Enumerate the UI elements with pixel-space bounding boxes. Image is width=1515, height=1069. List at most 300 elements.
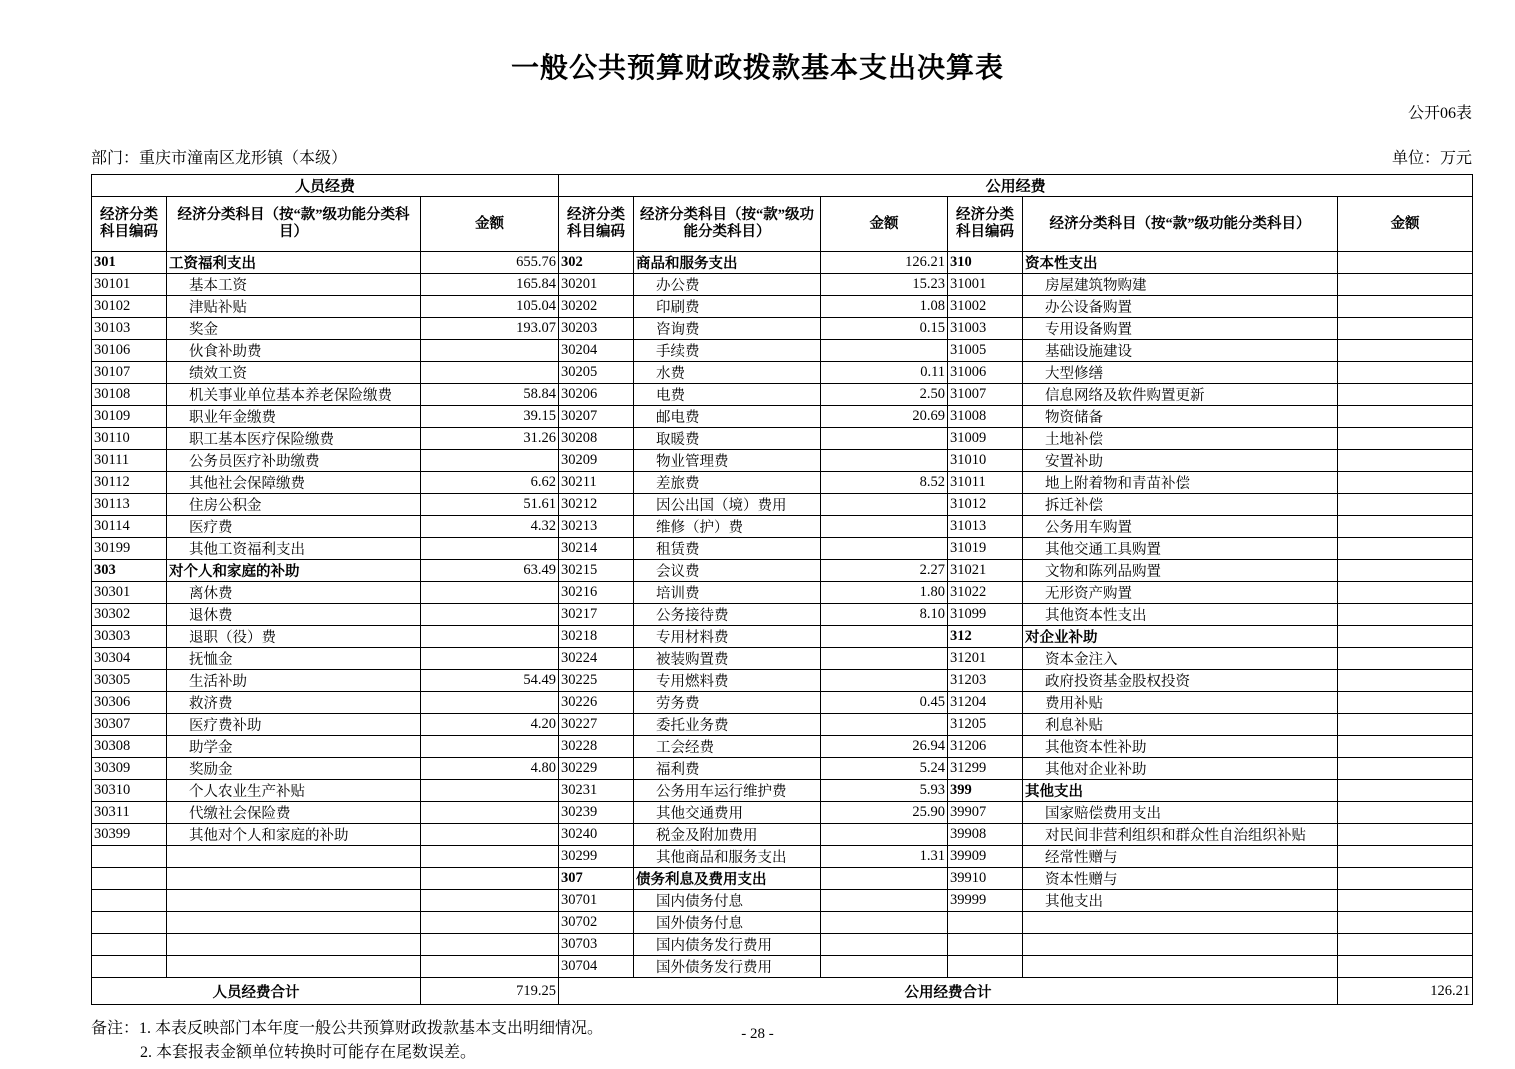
amount-cell xyxy=(1338,296,1473,318)
amount-cell: 193.07 xyxy=(421,318,559,340)
group-header-row xyxy=(92,175,1473,197)
amount-cell: 5.93 xyxy=(821,780,948,802)
subject-cell: 印刷费 xyxy=(634,296,821,318)
amount-cell xyxy=(421,956,559,978)
page-title: 一般公共预算财政拨款基本支出决算表 xyxy=(510,53,1004,84)
table-row xyxy=(92,274,1473,296)
col-header-subject-1: 经济分类科目（按“款”级功能分类科目） xyxy=(167,197,421,252)
table-row xyxy=(92,802,1473,824)
amount-cell xyxy=(421,340,559,362)
subject-cell: 奖励金 xyxy=(167,758,421,780)
subject-cell: 因公出国（境）费用 xyxy=(634,494,821,516)
code-cell: 30302 xyxy=(92,604,167,626)
code-cell xyxy=(948,912,1023,934)
subject-cell: 对个人和家庭的补助 xyxy=(167,560,421,582)
amount-cell xyxy=(821,626,948,648)
code-cell: 30303 xyxy=(92,626,167,648)
subject-cell: 国外债务付息 xyxy=(634,912,821,934)
totals-row xyxy=(92,978,1473,1005)
table-row xyxy=(92,670,1473,692)
subject-cell: 信息网络及软件购置更新 xyxy=(1023,384,1338,406)
amount-cell xyxy=(1338,340,1473,362)
amount-cell: 31.26 xyxy=(421,428,559,450)
code-cell: 30307 xyxy=(92,714,167,736)
subject-cell: 代缴社会保险费 xyxy=(167,802,421,824)
subject-cell: 其他工资福利支出 xyxy=(167,538,421,560)
amount-cell xyxy=(1338,604,1473,626)
subject-cell: 津贴补贴 xyxy=(167,296,421,318)
code-cell: 30702 xyxy=(559,912,634,934)
table-row xyxy=(92,956,1473,978)
code-cell: 30304 xyxy=(92,648,167,670)
table-row xyxy=(92,582,1473,604)
amount-cell xyxy=(1338,450,1473,472)
amount-cell xyxy=(821,648,948,670)
subject-cell xyxy=(167,912,421,934)
code-cell: 307 xyxy=(559,868,634,890)
code-cell: 30399 xyxy=(92,824,167,846)
subject-cell: 公务用车运行维护费 xyxy=(634,780,821,802)
table-row xyxy=(92,384,1473,406)
code-cell: 30306 xyxy=(92,692,167,714)
code-cell: 30204 xyxy=(559,340,634,362)
subject-cell: 电费 xyxy=(634,384,821,406)
amount-cell: 126.21 xyxy=(821,252,948,274)
amount-cell xyxy=(1338,802,1473,824)
amount-cell xyxy=(821,428,948,450)
subject-cell: 医疗费补助 xyxy=(167,714,421,736)
subject-cell: 工会经费 xyxy=(634,736,821,758)
amount-cell: 6.62 xyxy=(421,472,559,494)
code-cell: 30215 xyxy=(559,560,634,582)
amount-cell xyxy=(421,846,559,868)
code-cell: 30205 xyxy=(559,362,634,384)
subject-cell: 公务接待费 xyxy=(634,604,821,626)
amount-cell xyxy=(421,582,559,604)
subject-cell xyxy=(167,868,421,890)
amount-cell xyxy=(1338,516,1473,538)
subject-cell: 办公费 xyxy=(634,274,821,296)
amount-cell: 4.32 xyxy=(421,516,559,538)
subject-cell: 经常性赠与 xyxy=(1023,846,1338,868)
amount-cell xyxy=(821,714,948,736)
code-cell: 39908 xyxy=(948,824,1023,846)
amount-cell xyxy=(1338,758,1473,780)
amount-cell xyxy=(1338,406,1473,428)
subject-cell: 其他对个人和家庭的补助 xyxy=(167,824,421,846)
subject-cell: 委托业务费 xyxy=(634,714,821,736)
subject-cell: 离休费 xyxy=(167,582,421,604)
amount-cell xyxy=(1338,736,1473,758)
amount-cell xyxy=(1338,956,1473,978)
code-cell: 30103 xyxy=(92,318,167,340)
code-cell: 30311 xyxy=(92,802,167,824)
code-cell: 31201 xyxy=(948,648,1023,670)
code-cell xyxy=(948,934,1023,956)
code-cell: 301 xyxy=(92,252,167,274)
amount-cell: 25.90 xyxy=(821,802,948,824)
table-row xyxy=(92,890,1473,912)
amount-cell xyxy=(821,912,948,934)
amount-cell xyxy=(1338,582,1473,604)
public-total-label: 公用经费合计 xyxy=(559,978,1338,1005)
subject-cell: 公务用车购置 xyxy=(1023,516,1338,538)
amount-cell xyxy=(821,956,948,978)
subject-cell: 对企业补助 xyxy=(1023,626,1338,648)
col-header-code-1: 经济分类科目编码 xyxy=(92,197,167,252)
note-line-1: 备注：1. 本表反映部门本年度一般公共预算财政拨款基本支出明细情况。 xyxy=(91,1020,604,1037)
col-header-subject-3: 经济分类科目（按“款”级功能分类科目） xyxy=(1023,197,1338,252)
amount-cell xyxy=(1338,318,1473,340)
subject-cell: 地上附着物和青苗补偿 xyxy=(1023,472,1338,494)
code-cell: 31203 xyxy=(948,670,1023,692)
code-cell xyxy=(92,846,167,868)
subject-cell: 费用补贴 xyxy=(1023,692,1338,714)
code-cell: 30227 xyxy=(559,714,634,736)
code-cell: 30308 xyxy=(92,736,167,758)
subject-cell: 个人农业生产补贴 xyxy=(167,780,421,802)
code-cell: 31010 xyxy=(948,450,1023,472)
subject-cell: 拆迁补偿 xyxy=(1023,494,1338,516)
code-cell: 30214 xyxy=(559,538,634,560)
code-cell: 399 xyxy=(948,780,1023,802)
group-header-personnel: 人员经费 xyxy=(92,175,559,197)
code-cell: 31011 xyxy=(948,472,1023,494)
table-row xyxy=(92,912,1473,934)
amount-cell xyxy=(821,670,948,692)
subject-cell: 基本工资 xyxy=(167,274,421,296)
subject-cell: 职工基本医疗保险缴费 xyxy=(167,428,421,450)
amount-cell xyxy=(1338,538,1473,560)
amount-cell: 39.15 xyxy=(421,406,559,428)
subject-cell: 国内债务发行费用 xyxy=(634,934,821,956)
table-row xyxy=(92,340,1473,362)
amount-cell xyxy=(421,362,559,384)
code-cell: 30111 xyxy=(92,450,167,472)
code-cell: 30216 xyxy=(559,582,634,604)
amount-cell: 51.61 xyxy=(421,494,559,516)
code-cell: 30239 xyxy=(559,802,634,824)
subject-cell: 税金及附加费用 xyxy=(634,824,821,846)
code-cell: 30231 xyxy=(559,780,634,802)
subject-cell xyxy=(1023,956,1338,978)
expenditure-table xyxy=(91,174,1473,1005)
subject-cell xyxy=(167,846,421,868)
code-cell: 30209 xyxy=(559,450,634,472)
code-cell: 30228 xyxy=(559,736,634,758)
code-cell: 30106 xyxy=(92,340,167,362)
code-cell: 30224 xyxy=(559,648,634,670)
subject-cell: 其他资本性支出 xyxy=(1023,604,1338,626)
code-cell: 30226 xyxy=(559,692,634,714)
table-row xyxy=(92,824,1473,846)
code-cell xyxy=(92,934,167,956)
code-cell: 31299 xyxy=(948,758,1023,780)
amount-cell xyxy=(1338,824,1473,846)
subject-cell: 生活补助 xyxy=(167,670,421,692)
subject-cell: 无形资产购置 xyxy=(1023,582,1338,604)
code-cell: 31206 xyxy=(948,736,1023,758)
table-row xyxy=(92,406,1473,428)
table-row xyxy=(92,516,1473,538)
public-total-amount: 126.21 xyxy=(1338,978,1473,1005)
code-cell: 39910 xyxy=(948,868,1023,890)
subject-cell: 咨询费 xyxy=(634,318,821,340)
col-header-amount-2: 金额 xyxy=(821,197,948,252)
code-cell: 30208 xyxy=(559,428,634,450)
amount-cell xyxy=(1338,670,1473,692)
table-row xyxy=(92,252,1473,274)
code-cell: 30203 xyxy=(559,318,634,340)
subject-cell: 其他商品和服务支出 xyxy=(634,846,821,868)
group-header-public: 公用经费 xyxy=(559,175,1473,197)
amount-cell xyxy=(821,516,948,538)
amount-cell xyxy=(1338,934,1473,956)
subject-cell: 专用设备购置 xyxy=(1023,318,1338,340)
code-cell: 30229 xyxy=(559,758,634,780)
subject-cell xyxy=(167,956,421,978)
subject-cell: 利息补贴 xyxy=(1023,714,1338,736)
code-cell: 30207 xyxy=(559,406,634,428)
subject-cell: 文物和陈列品购置 xyxy=(1023,560,1338,582)
amount-cell xyxy=(1338,428,1473,450)
amount-cell: 63.49 xyxy=(421,560,559,582)
code-cell: 30301 xyxy=(92,582,167,604)
amount-cell xyxy=(1338,472,1473,494)
amount-cell xyxy=(421,450,559,472)
amount-cell xyxy=(1338,868,1473,890)
subject-cell: 其他资本性补助 xyxy=(1023,736,1338,758)
subject-cell: 其他对企业补助 xyxy=(1023,758,1338,780)
subject-cell: 国家赔偿费用支出 xyxy=(1023,802,1338,824)
code-cell: 31003 xyxy=(948,318,1023,340)
code-cell: 31021 xyxy=(948,560,1023,582)
table-row xyxy=(92,296,1473,318)
subject-cell: 债务利息及费用支出 xyxy=(634,868,821,890)
page-number: - 28 - xyxy=(741,1026,774,1042)
code-cell: 31006 xyxy=(948,362,1023,384)
subject-cell: 差旅费 xyxy=(634,472,821,494)
amount-cell xyxy=(1338,252,1473,274)
table-row xyxy=(92,428,1473,450)
table-row xyxy=(92,736,1473,758)
subject-cell: 劳务费 xyxy=(634,692,821,714)
code-cell: 30113 xyxy=(92,494,167,516)
code-cell: 30299 xyxy=(559,846,634,868)
code-cell: 30212 xyxy=(559,494,634,516)
table-row xyxy=(92,318,1473,340)
code-cell: 30704 xyxy=(559,956,634,978)
amount-cell xyxy=(1338,780,1473,802)
code-cell: 30202 xyxy=(559,296,634,318)
code-cell: 31019 xyxy=(948,538,1023,560)
code-cell: 31204 xyxy=(948,692,1023,714)
amount-cell: 26.94 xyxy=(821,736,948,758)
subject-cell: 商品和服务支出 xyxy=(634,252,821,274)
code-cell: 31013 xyxy=(948,516,1023,538)
code-cell: 31002 xyxy=(948,296,1023,318)
code-cell: 30102 xyxy=(92,296,167,318)
subject-cell xyxy=(167,890,421,912)
amount-cell xyxy=(421,868,559,890)
amount-cell xyxy=(821,824,948,846)
amount-cell: 0.11 xyxy=(821,362,948,384)
subject-cell: 伙食补助费 xyxy=(167,340,421,362)
meta-row xyxy=(91,145,1472,168)
amount-cell xyxy=(421,824,559,846)
subject-cell: 其他支出 xyxy=(1023,890,1338,912)
subject-cell: 机关事业单位基本养老保险缴费 xyxy=(167,384,421,406)
subject-cell: 办公设备购置 xyxy=(1023,296,1338,318)
amount-cell xyxy=(421,780,559,802)
code-cell: 39909 xyxy=(948,846,1023,868)
code-cell: 30109 xyxy=(92,406,167,428)
amount-cell: 58.84 xyxy=(421,384,559,406)
code-cell: 30213 xyxy=(559,516,634,538)
subject-cell: 抚恤金 xyxy=(167,648,421,670)
amount-cell: 1.80 xyxy=(821,582,948,604)
table-row xyxy=(92,604,1473,626)
subject-cell: 绩效工资 xyxy=(167,362,421,384)
amount-cell xyxy=(821,494,948,516)
amount-cell: 15.23 xyxy=(821,274,948,296)
col-header-code-2: 经济分类科目编码 xyxy=(559,197,634,252)
code-cell: 31008 xyxy=(948,406,1023,428)
subject-cell: 大型修缮 xyxy=(1023,362,1338,384)
table-row xyxy=(92,648,1473,670)
code-cell: 30309 xyxy=(92,758,167,780)
amount-cell xyxy=(1338,274,1473,296)
amount-cell: 20.69 xyxy=(821,406,948,428)
table-row xyxy=(92,780,1473,802)
subject-cell xyxy=(1023,912,1338,934)
subject-cell: 专用燃料费 xyxy=(634,670,821,692)
code-cell: 31022 xyxy=(948,582,1023,604)
subject-cell xyxy=(167,934,421,956)
subject-cell: 医疗费 xyxy=(167,516,421,538)
amount-cell: 8.52 xyxy=(821,472,948,494)
subject-cell: 国外债务发行费用 xyxy=(634,956,821,978)
amount-cell: 5.24 xyxy=(821,758,948,780)
subject-cell: 其他支出 xyxy=(1023,780,1338,802)
table-row xyxy=(92,472,1473,494)
subject-cell: 福利费 xyxy=(634,758,821,780)
code-cell: 30108 xyxy=(92,384,167,406)
amount-cell xyxy=(421,648,559,670)
subject-cell: 公务员医疗补助缴费 xyxy=(167,450,421,472)
table-row xyxy=(92,362,1473,384)
subject-cell: 对民间非营利组织和群众性自治组织补贴 xyxy=(1023,824,1338,846)
table-row xyxy=(92,692,1473,714)
subject-cell: 会议费 xyxy=(634,560,821,582)
amount-cell: 0.15 xyxy=(821,318,948,340)
personnel-total-label: 人员经费合计 xyxy=(92,978,421,1005)
code-cell: 30110 xyxy=(92,428,167,450)
amount-cell xyxy=(421,802,559,824)
subject-cell: 工资福利支出 xyxy=(167,252,421,274)
amount-cell xyxy=(421,934,559,956)
subject-cell: 政府投资基金股权投资 xyxy=(1023,670,1338,692)
amount-cell: 0.45 xyxy=(821,692,948,714)
subject-cell: 资本性支出 xyxy=(1023,252,1338,274)
table-row xyxy=(92,538,1473,560)
amount-cell xyxy=(1338,692,1473,714)
subject-cell: 土地补偿 xyxy=(1023,428,1338,450)
code-cell: 30701 xyxy=(559,890,634,912)
code-cell: 30703 xyxy=(559,934,634,956)
amount-cell: 4.80 xyxy=(421,758,559,780)
amount-cell xyxy=(1338,714,1473,736)
amount-cell xyxy=(821,934,948,956)
subject-cell: 培训费 xyxy=(634,582,821,604)
code-cell xyxy=(948,956,1023,978)
subject-cell: 租赁费 xyxy=(634,538,821,560)
subject-cell: 手续费 xyxy=(634,340,821,362)
amount-cell: 8.10 xyxy=(821,604,948,626)
subject-cell xyxy=(1023,934,1338,956)
amount-cell xyxy=(1338,560,1473,582)
amount-cell xyxy=(821,538,948,560)
code-cell: 30225 xyxy=(559,670,634,692)
table-number-label: 公开06表 xyxy=(1407,105,1472,122)
code-cell: 31205 xyxy=(948,714,1023,736)
table-row xyxy=(92,626,1473,648)
subject-cell: 房屋建筑物购建 xyxy=(1023,274,1338,296)
amount-cell xyxy=(1338,362,1473,384)
subject-cell: 安置补助 xyxy=(1023,450,1338,472)
amount-cell: 4.20 xyxy=(421,714,559,736)
amount-cell: 54.49 xyxy=(421,670,559,692)
personnel-total-amount: 719.25 xyxy=(421,978,559,1005)
subject-cell: 其他交通费用 xyxy=(634,802,821,824)
subject-cell: 其他交通工具购置 xyxy=(1023,538,1338,560)
table-row xyxy=(92,714,1473,736)
code-cell: 312 xyxy=(948,626,1023,648)
code-cell: 31009 xyxy=(948,428,1023,450)
table-row xyxy=(92,494,1473,516)
code-cell: 31007 xyxy=(948,384,1023,406)
amount-cell xyxy=(421,736,559,758)
subject-cell: 专用材料费 xyxy=(634,626,821,648)
subject-cell: 退休费 xyxy=(167,604,421,626)
code-cell: 30107 xyxy=(92,362,167,384)
code-cell: 39907 xyxy=(948,802,1023,824)
subject-cell: 维修（护）费 xyxy=(634,516,821,538)
code-cell: 31005 xyxy=(948,340,1023,362)
subject-cell: 基础设施建设 xyxy=(1023,340,1338,362)
table-row xyxy=(92,934,1473,956)
code-cell xyxy=(92,868,167,890)
code-cell: 30217 xyxy=(559,604,634,626)
col-header-subject-2: 经济分类科目（按“款”级功能分类科目） xyxy=(634,197,821,252)
amount-cell xyxy=(1338,846,1473,868)
table-row xyxy=(92,560,1473,582)
table-row xyxy=(92,846,1473,868)
table-row xyxy=(92,450,1473,472)
code-cell: 30218 xyxy=(559,626,634,648)
code-cell: 30240 xyxy=(559,824,634,846)
subject-cell: 邮电费 xyxy=(634,406,821,428)
code-cell: 310 xyxy=(948,252,1023,274)
col-header-code-3: 经济分类科目编码 xyxy=(948,197,1023,252)
amount-cell: 1.08 xyxy=(821,296,948,318)
amount-cell: 105.04 xyxy=(421,296,559,318)
amount-cell xyxy=(1338,648,1473,670)
amount-cell xyxy=(1338,912,1473,934)
code-cell: 39999 xyxy=(948,890,1023,912)
code-cell: 30206 xyxy=(559,384,634,406)
amount-cell xyxy=(1338,626,1473,648)
